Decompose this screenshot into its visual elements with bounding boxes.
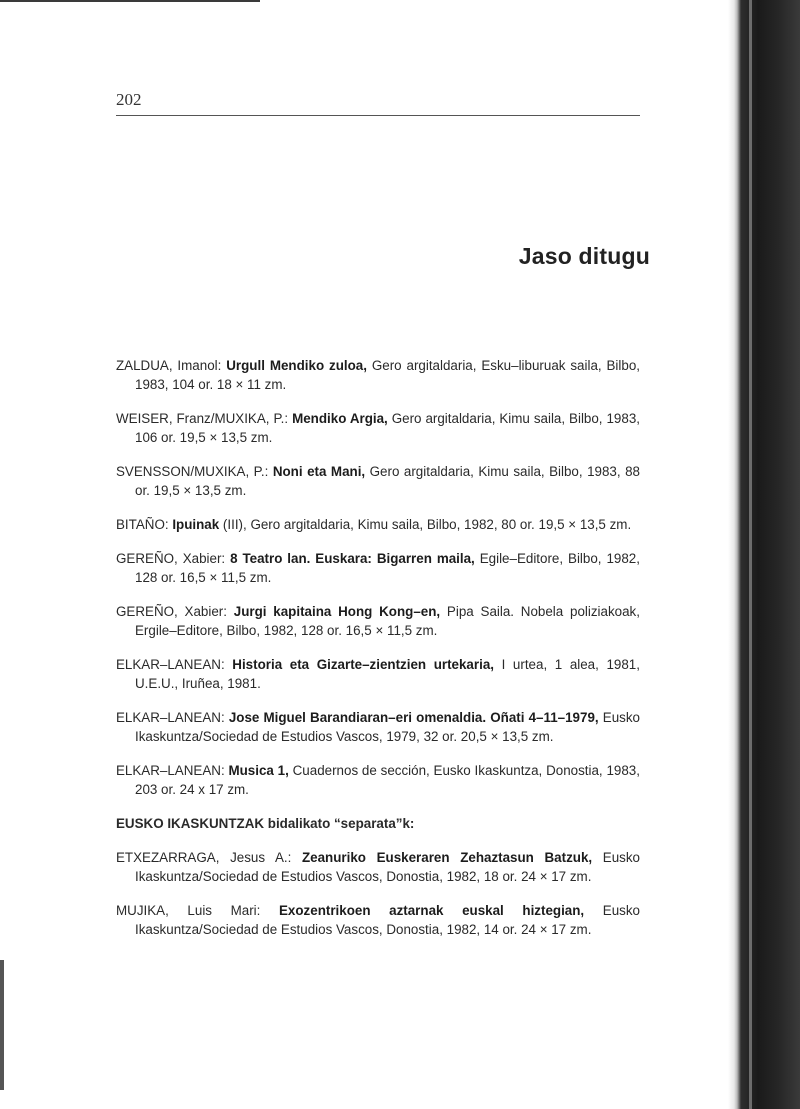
entry-title: Exozentrikoen aztarnak euskal hiztegian, — [279, 903, 585, 918]
entry-author: SVENSSON/MUXIKA, P.: — [116, 464, 269, 479]
entry-details: Eusko Ikaskuntza/Sociedad de Estudios Vascos, 1979, 32 or. 20,5 × 13,5 zm. — [135, 710, 640, 744]
scan-top-line — [0, 0, 260, 2]
page-number: 202 — [116, 90, 142, 109]
entry-title: Historia eta Gizarte–zientzien urtekaria, — [232, 657, 494, 672]
bibliography-entry — [116, 602, 640, 640]
bibliography-entry — [116, 549, 640, 587]
entry-details: Gero argitaldaria, Kimu saila, Bilbo, 1983, 88 or. 19,5 × 13,5 zm. — [135, 464, 640, 498]
bibliography-entry — [116, 655, 640, 693]
bibliography-entry — [116, 462, 640, 500]
bibliography-list — [116, 356, 640, 954]
entry-author: ELKAR–LANEAN: — [116, 710, 225, 725]
separata-entry — [116, 848, 640, 886]
scan-binding-edge — [728, 0, 800, 1109]
entry-author: ELKAR–LANEAN: — [116, 763, 225, 778]
scan-left-edge — [0, 960, 4, 1090]
bibliography-entry — [116, 356, 640, 394]
entry-details: I urtea, 1 alea, 1981, U.E.U., Iruñea, 1981. — [135, 657, 640, 691]
scan-binding-stripe — [749, 0, 752, 1109]
entry-title: Noni eta Mani, — [272, 464, 366, 479]
bibliography-entry — [116, 409, 640, 447]
entry-author: WEISER, Franz/MUXIKA, P.: — [116, 411, 289, 426]
entry-title: 8 Teatro lan. Euskara: Bigarren maila, — [230, 551, 475, 566]
entry-author: ELKAR–LANEAN: — [116, 657, 225, 672]
entry-title: Ipuinak — [172, 517, 220, 532]
separata-heading: EUSKO IKASKUNTZAK bidalikato “separata”k: — [116, 816, 415, 831]
entry-details: Cuadernos de sección, Eusko Ikaskuntza, Donostia, 1983, 203 or. 24 x 17 zm. — [135, 763, 640, 797]
bibliography-entry — [116, 708, 640, 746]
entry-author: BITAÑO: — [116, 517, 169, 532]
entry-author: MUJIKA, Luis Mari: — [116, 903, 261, 918]
entry-title: Jurgi kapitaina Hong Kong–en, — [233, 604, 441, 619]
entry-author: ZALDUA, Imanol: — [116, 358, 222, 373]
entry-title: Urgull Mendiko zuloa, — [226, 358, 367, 373]
entry-details: Eusko Ikaskuntza/Sociedad de Estudios Vascos, Donostia, 1982, 14 or. 24 × 17 zm. — [135, 903, 640, 937]
entry-details: Eusko Ikaskuntza/Sociedad de Estudios Vascos, Donostia, 1982, 18 or. 24 × 17 zm. — [135, 850, 640, 884]
entry-details: Pipa Saila. Nobela poliziakoak, Ergile–Editore, Bilbo, 1982, 128 or. 16,5 × 11,5 zm. — [135, 604, 640, 638]
entry-author: ETXEZARRAGA, Jesus A.: — [116, 850, 292, 865]
separata-entry — [116, 901, 640, 939]
entry-details: Gero argitaldaria, Kimu saila, Bilbo, 1983, 106 or. 19,5 × 13,5 zm. — [135, 411, 640, 445]
entry-title: Mendiko Argia, — [292, 411, 388, 426]
entry-details: (III), Gero argitaldaria, Kimu saila, Bilbo, 1982, 80 or. 19,5 × 13,5 zm. — [222, 517, 632, 532]
entry-title: Jose Miguel Barandiaran–eri omenaldia. Oñati 4–11–1979, — [228, 710, 599, 725]
header-rule — [116, 115, 640, 116]
section-title: Jaso ditugu — [518, 243, 650, 269]
entry-details: Gero argitaldaria, Esku–liburuak saila, Bilbo, 1983, 104 or. 18 × 11 zm. — [135, 358, 640, 392]
entry-author: GEREÑO, Xabier: — [116, 604, 227, 619]
bibliography-entry — [116, 761, 640, 799]
entry-details: Egile–Editore, Bilbo, 1982, 128 or. 16,5 × 11,5 zm. — [135, 551, 640, 585]
entry-title: Musica 1, — [228, 763, 289, 778]
entry-title: Zeanuriko Euskeraren Zehaztasun Batzuk, — [301, 850, 593, 865]
bibliography-entry — [116, 515, 640, 534]
entry-author: GEREÑO, Xabier: — [116, 551, 226, 566]
